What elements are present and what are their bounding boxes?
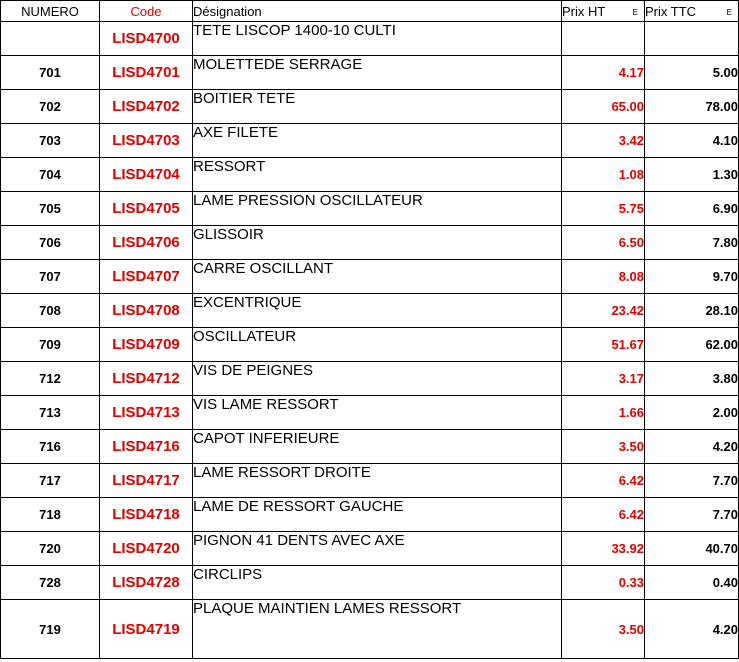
- row-prix-ht: 6.50: [562, 226, 645, 260]
- table-row: [1, 532, 739, 566]
- table-row: [1, 498, 739, 532]
- row-numero: 719: [1, 600, 100, 659]
- header-designation: Désignation: [193, 1, 562, 22]
- row-numero: 704: [1, 158, 100, 192]
- row-designation: PLAQUE MAINTIEN LAMES RESSORT: [193, 600, 562, 659]
- header-prix-ttc: [645, 1, 739, 22]
- row-designation: OSCILLATEUR: [193, 328, 562, 362]
- row-numero: 713: [1, 396, 100, 430]
- row-prix-ttc: 28.10: [645, 294, 739, 328]
- row-code: LISD4702: [100, 90, 193, 124]
- row-numero: [1, 22, 100, 56]
- row-numero: 708: [1, 294, 100, 328]
- row-designation: TETE LISCOP 1400-10 CULTI: [193, 22, 562, 56]
- row-code: LISD4728: [100, 566, 193, 600]
- row-designation: PIGNON 41 DENTS AVEC AXE: [193, 532, 562, 566]
- table-body: [1, 22, 739, 659]
- row-code: LISD4705: [100, 192, 193, 226]
- row-numero: 718: [1, 498, 100, 532]
- row-prix-ht: 8.08: [562, 260, 645, 294]
- row-code: LISD4717: [100, 464, 193, 498]
- row-code: LISD4708: [100, 294, 193, 328]
- row-designation: GLISSOIR: [193, 226, 562, 260]
- row-prix-ttc: [645, 22, 739, 56]
- row-numero: 702: [1, 90, 100, 124]
- currency-mark-ht: E: [632, 8, 638, 17]
- row-prix-ht: 5.75: [562, 192, 645, 226]
- currency-mark-ttc: E: [726, 8, 732, 17]
- row-prix-ht: 33.92: [562, 532, 645, 566]
- row-prix-ht: 4.17: [562, 56, 645, 90]
- row-designation: CAPOT INFERIEURE: [193, 430, 562, 464]
- row-prix-ttc: 7.70: [645, 464, 739, 498]
- header-prix-ttc-label: Prix TTC: [645, 3, 697, 19]
- row-numero: 720: [1, 532, 100, 566]
- header-numero: NUMERO: [1, 1, 100, 22]
- row-prix-ttc: 7.70: [645, 498, 739, 532]
- row-designation: RESSORT: [193, 158, 562, 192]
- row-prix-ht: 6.42: [562, 464, 645, 498]
- row-prix-ttc: 2.00: [645, 396, 739, 430]
- table-row: [1, 430, 739, 464]
- row-numero: 716: [1, 430, 100, 464]
- row-numero: 709: [1, 328, 100, 362]
- row-prix-ttc: 0.40: [645, 566, 739, 600]
- row-prix-ht: [562, 22, 645, 56]
- row-prix-ht: 6.42: [562, 498, 645, 532]
- row-prix-ttc: 3.80: [645, 362, 739, 396]
- row-prix-ht: 1.66: [562, 396, 645, 430]
- row-prix-ht: 3.17: [562, 362, 645, 396]
- row-prix-ttc: 9.70: [645, 260, 739, 294]
- row-code: LISD4720: [100, 532, 193, 566]
- row-prix-ht: 23.42: [562, 294, 645, 328]
- row-code: LISD4718: [100, 498, 193, 532]
- row-numero: 705: [1, 192, 100, 226]
- row-prix-ttc: 1.30: [645, 158, 739, 192]
- table-row: [1, 22, 739, 56]
- table-row: [1, 226, 739, 260]
- row-prix-ht: 51.67: [562, 328, 645, 362]
- row-prix-ttc: 4.20: [645, 430, 739, 464]
- header-prix-ht: [562, 1, 645, 22]
- row-prix-ht: 3.50: [562, 430, 645, 464]
- row-designation: CIRCLIPS: [193, 566, 562, 600]
- row-prix-ht: 65.00: [562, 90, 645, 124]
- row-designation: LAME DE RESSORT GAUCHE: [193, 498, 562, 532]
- table-row: [1, 566, 739, 600]
- row-designation: VIS DE PEIGNES: [193, 362, 562, 396]
- table-row: [1, 56, 739, 90]
- header-prix-ht-label: Prix HT: [562, 3, 606, 19]
- table-row: [1, 600, 739, 659]
- row-prix-ttc: 6.90: [645, 192, 739, 226]
- row-prix-ht: 0.33: [562, 566, 645, 600]
- row-code: LISD4706: [100, 226, 193, 260]
- row-numero: 703: [1, 124, 100, 158]
- table-row: [1, 328, 739, 362]
- row-code: LISD4709: [100, 328, 193, 362]
- table-row: [1, 464, 739, 498]
- row-numero: 712: [1, 362, 100, 396]
- row-designation: LAME RESSORT DROITE: [193, 464, 562, 498]
- row-code: LISD4713: [100, 396, 193, 430]
- table-row: [1, 90, 739, 124]
- table-row: [1, 260, 739, 294]
- table-row: [1, 192, 739, 226]
- row-prix-ht: 1.08: [562, 158, 645, 192]
- row-designation: BOITIER TETE: [193, 90, 562, 124]
- row-prix-ttc: 4.20: [645, 600, 739, 659]
- table-row: [1, 158, 739, 192]
- header-code: Code: [100, 1, 193, 22]
- row-designation: LAME PRESSION OSCILLATEUR: [193, 192, 562, 226]
- row-prix-ttc: 4.10: [645, 124, 739, 158]
- row-prix-ttc: 40.70: [645, 532, 739, 566]
- table-row: [1, 124, 739, 158]
- row-designation: EXCENTRIQUE: [193, 294, 562, 328]
- row-code: LISD4700: [100, 22, 193, 56]
- table-header-row: [1, 1, 739, 22]
- row-numero: 707: [1, 260, 100, 294]
- row-prix-ttc: 5.00: [645, 56, 739, 90]
- row-code: LISD4707: [100, 260, 193, 294]
- row-designation: AXE FILETE: [193, 124, 562, 158]
- table-row: [1, 362, 739, 396]
- row-prix-ttc: 7.80: [645, 226, 739, 260]
- row-designation: CARRE OSCILLANT: [193, 260, 562, 294]
- row-prix-ht: 3.42: [562, 124, 645, 158]
- row-numero: 717: [1, 464, 100, 498]
- row-prix-ttc: 62.00: [645, 328, 739, 362]
- row-numero: 706: [1, 226, 100, 260]
- row-code: LISD4712: [100, 362, 193, 396]
- row-prix-ttc: 78.00: [645, 90, 739, 124]
- table-row: [1, 396, 739, 430]
- row-numero: 701: [1, 56, 100, 90]
- row-code: LISD4701: [100, 56, 193, 90]
- table-row: [1, 294, 739, 328]
- row-code: LISD4704: [100, 158, 193, 192]
- row-prix-ht: 3.50: [562, 600, 645, 659]
- row-designation: MOLETTEDE SERRAGE: [193, 56, 562, 90]
- row-designation: VIS LAME RESSORT: [193, 396, 562, 430]
- row-code: LISD4703: [100, 124, 193, 158]
- row-code: LISD4716: [100, 430, 193, 464]
- row-code: LISD4719: [100, 600, 193, 659]
- row-numero: 728: [1, 566, 100, 600]
